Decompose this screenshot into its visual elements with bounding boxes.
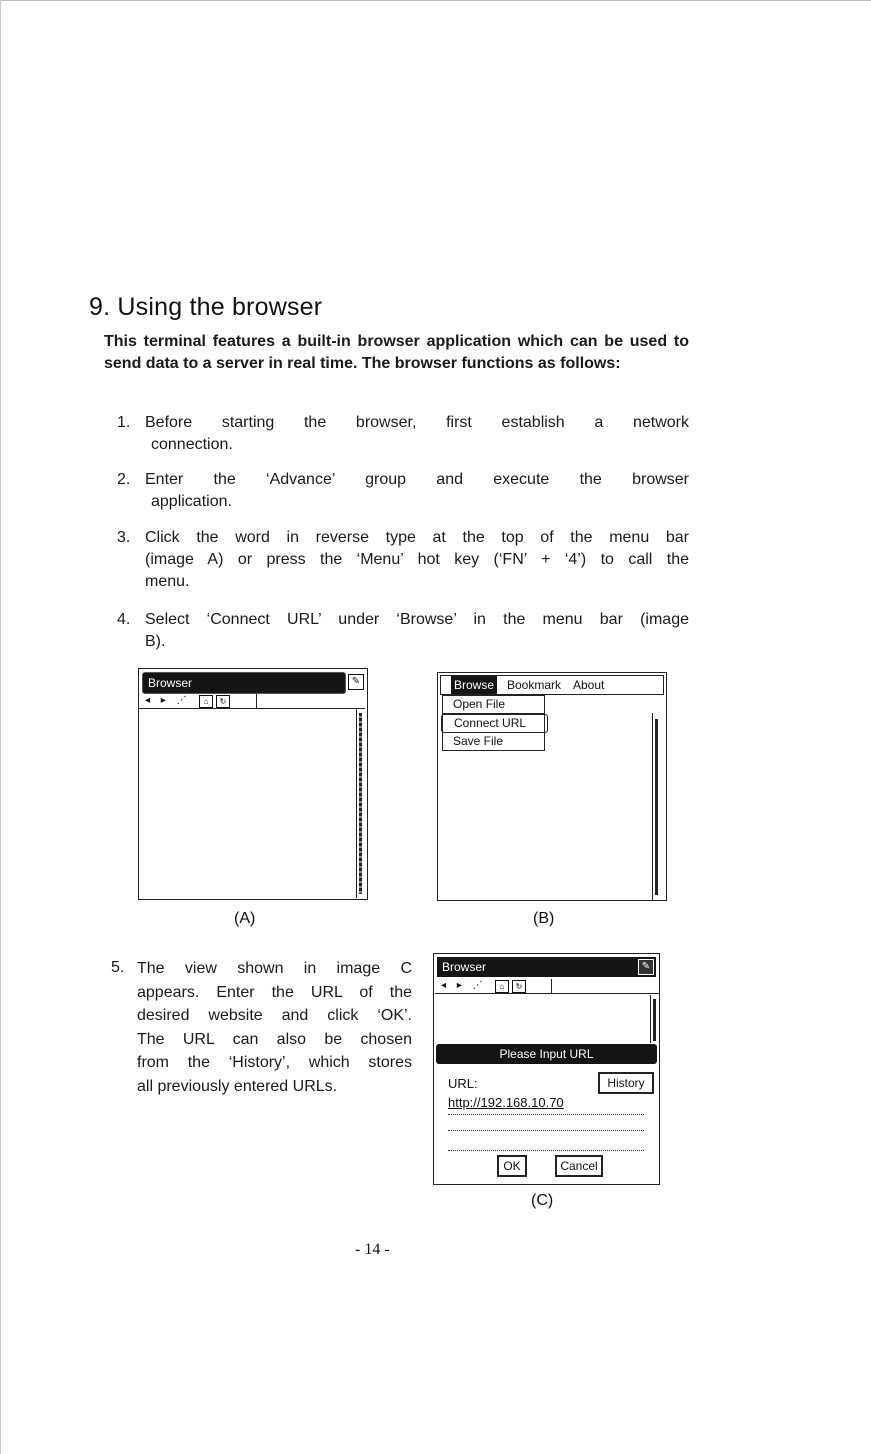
input-dotline: [448, 1130, 644, 1131]
step-text-line: B).: [145, 633, 166, 650]
caption-a: (A): [234, 910, 256, 927]
left-edge: [0, 0, 1, 1454]
section-heading: 9. Using the browser: [89, 293, 323, 321]
step-text-line: from the ‘History’, which stores: [137, 1054, 412, 1071]
input-dotline: [448, 1114, 644, 1115]
step-5: [111, 957, 416, 1097]
step-text-line: all previously entered URLs.: [137, 1077, 338, 1095]
url-label: URL:: [448, 1076, 478, 1091]
scrollbar[interactable]: [356, 709, 365, 898]
step-1: [117, 412, 689, 456]
page-number: - 14 -: [355, 1241, 390, 1258]
scroll-thumb[interactable]: [359, 713, 362, 894]
edit-icon[interactable]: ✎: [348, 674, 364, 690]
step-text-line: menu.: [145, 573, 190, 590]
step-4: [117, 609, 689, 653]
step-number: 4.: [117, 611, 131, 628]
input-dotline: [448, 1150, 644, 1151]
url-field[interactable]: [551, 979, 660, 993]
step-text-line: Enter the ‘Advance’ group and execute the browser: [145, 471, 689, 488]
step-text-line: (image A) or press the ‘Menu’ hot key (‘FN’ + ‘4’) to call the: [145, 551, 689, 568]
step-text-line: Before starting the browser, first establish a network: [145, 414, 689, 431]
ok-button[interactable]: OK: [497, 1155, 527, 1177]
dialog-title: Please Input URL: [436, 1044, 657, 1064]
step-text-line: Click the word in reverse type at the top of the menu bar: [145, 529, 689, 546]
url-input[interactable]: http://192.168.10.70: [448, 1095, 564, 1110]
title-bar[interactable]: [437, 957, 656, 977]
title-label: Browser: [442, 960, 487, 974]
scrollbar[interactable]: [652, 713, 661, 900]
step-text-line: connection.: [151, 436, 233, 453]
menu-about[interactable]: About: [573, 678, 605, 692]
title-bar[interactable]: [142, 672, 346, 694]
scrollbar[interactable]: [650, 995, 659, 1043]
scroll-thumb[interactable]: [653, 999, 656, 1041]
reload-icon[interactable]: ↻: [216, 695, 230, 708]
intro-paragraph: This terminal features a built-in browser application which can be used to send data to a server in real time. The browser functions as follows:: [104, 333, 689, 372]
menu-bookmark[interactable]: Bookmark: [507, 678, 562, 692]
step-number: 3.: [117, 529, 131, 546]
step-text-line: desired website and click ‘OK’.: [137, 1007, 412, 1024]
caption-c: (C): [531, 1192, 554, 1209]
reload-icon[interactable]: ↻: [512, 980, 526, 993]
home-icon[interactable]: ⌂: [199, 695, 213, 708]
step-number: 2.: [117, 471, 131, 488]
history-button[interactable]: History: [598, 1072, 654, 1094]
home-icon[interactable]: ⌂: [495, 980, 509, 993]
screenshot-b: [437, 672, 667, 901]
menu-item-save-file[interactable]: Save File: [453, 734, 504, 748]
cancel-button[interactable]: Cancel: [555, 1155, 603, 1177]
scroll-thumb[interactable]: [655, 719, 658, 895]
step-2: [117, 469, 689, 513]
caption-b: (B): [533, 910, 555, 927]
nav-toolbar: [435, 979, 659, 994]
title-label: Browser: [148, 676, 193, 690]
url-field[interactable]: [256, 694, 366, 708]
step-text-line: Select ‘Connect URL’ under ‘Browse’ in the menu bar (image: [145, 611, 689, 628]
step-text-line: The view shown in image C: [137, 960, 412, 977]
nav-toolbar: [139, 694, 365, 709]
browse-dropdown: [442, 695, 545, 751]
edit-icon[interactable]: ✎: [638, 959, 654, 975]
nav-arrows-icon[interactable]: ◂ ▸ ⋰: [441, 980, 487, 991]
menu-item-open-file[interactable]: Open File: [443, 696, 544, 714]
step-number: 1.: [117, 414, 131, 431]
step-text-line: appears. Enter the URL of the: [137, 983, 412, 1001]
menu-item-connect-url[interactable]: Connect URL: [441, 714, 548, 733]
screenshot-c: [433, 953, 660, 1185]
menu-browse[interactable]: Browse: [451, 676, 497, 694]
step-text-line: The URL can also be chosen: [137, 1030, 412, 1048]
top-rule: [0, 0, 871, 1]
screenshot-a: [138, 668, 366, 898]
menu-bar: [440, 675, 664, 695]
step-3: [117, 527, 689, 593]
step-text-line: application.: [151, 493, 232, 510]
step-number: 5.: [111, 959, 125, 976]
nav-arrows-icon[interactable]: ◂ ▸ ⋰: [145, 695, 191, 706]
